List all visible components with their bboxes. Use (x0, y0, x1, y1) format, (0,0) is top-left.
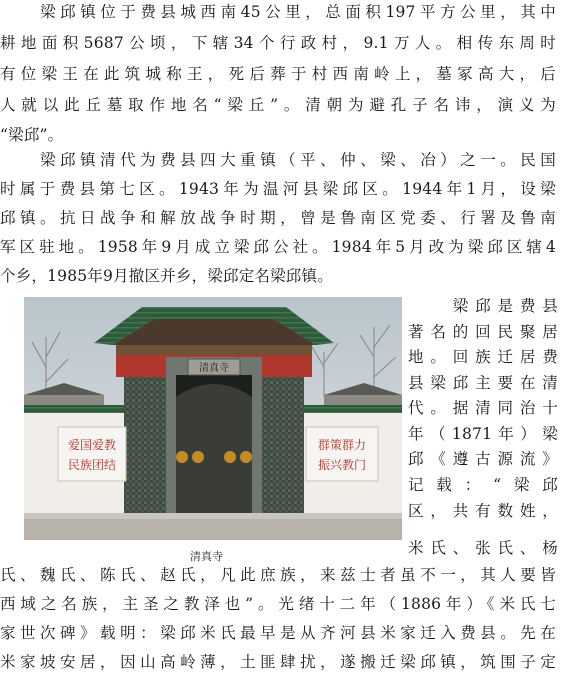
side-text-line: 梁邱是费县 (408, 297, 558, 315)
side-text-line: 区，共有数姓， (408, 502, 558, 520)
text-line: 梁邱镇清代为费县四大重镇（平、仲、梁、冶）之一。民国 (0, 151, 556, 169)
side-text-line: 地。回族迁居费 (408, 348, 558, 366)
right-slogan-line-2: 振兴教门 (317, 458, 367, 472)
text-line: “梁邱”。 (0, 126, 64, 144)
text-line: 个乡，1985年9月撤区并乡，梁邱定名梁邱镇。 (0, 267, 333, 285)
mosque-gate-photo (24, 297, 402, 540)
side-text-line: 著名的回民聚居 (408, 323, 558, 341)
side-text-line: 米氏、张氏、杨 (408, 539, 558, 557)
photo-caption: 清真寺 (190, 550, 223, 563)
side-text-line: 县梁邱主要在清 (408, 374, 558, 392)
text-line: 米家坡安居，因山高岭薄，土匪肆扰，遂搬迁梁邱镇，筑围子定 (0, 653, 556, 671)
left-slogan-line-2: 民族团结 (67, 458, 117, 472)
text-line: 西域之名族，主圣之教泽也”。光绪十二年（1886年）《米氏七 (0, 595, 556, 613)
text-line: 人就以此丘墓取作地名“梁丘”。清朝为避孔子名讳，演义为 (0, 96, 556, 114)
left-slogan-line-1: 爱国爱教 (67, 438, 117, 452)
gate-plaque: 清真寺 (199, 363, 229, 374)
text-line: 邱镇。抗日战争和解放战争时期，曾是鲁南区党委、行署及鲁南 (0, 209, 556, 227)
side-text-line: 邱《遵古源流》 (408, 450, 558, 468)
text-line: 有位梁王在此筑城称王，死后葬于村西南岭上，墓冢高大，后 (0, 65, 556, 83)
side-text-line: 年（1871年）梁 (408, 425, 558, 443)
text-line: 梁邱镇位于费县城西南45公里，总面积197平方公里，其中 (0, 3, 556, 21)
side-text-line: 记载：“梁邱 (408, 476, 558, 494)
text-line: 氏、魏氏、陈氏、赵氏，凡此庶族，来兹士者虽不一，其人要皆 (0, 566, 556, 584)
text-line: 军区驻地。1958年9月成立梁邱公社。1984年5月改为梁邱区辖4 (0, 238, 556, 256)
right-slogan-line-1: 群策群力 (317, 438, 367, 452)
text-line: 家世次碑》载明：梁邱米氏最早是从齐河县米家迁入费县。先在 (0, 624, 556, 642)
text-line: 耕地面积5687公顷，下辖34个行政村，9.1万人。相传东周时 (0, 34, 556, 52)
text-line: 时属于费县第七区。1943年为温河县梁邱区。1944年1月，设梁 (0, 180, 556, 198)
side-text-line: 代。据清同治十 (408, 399, 558, 417)
